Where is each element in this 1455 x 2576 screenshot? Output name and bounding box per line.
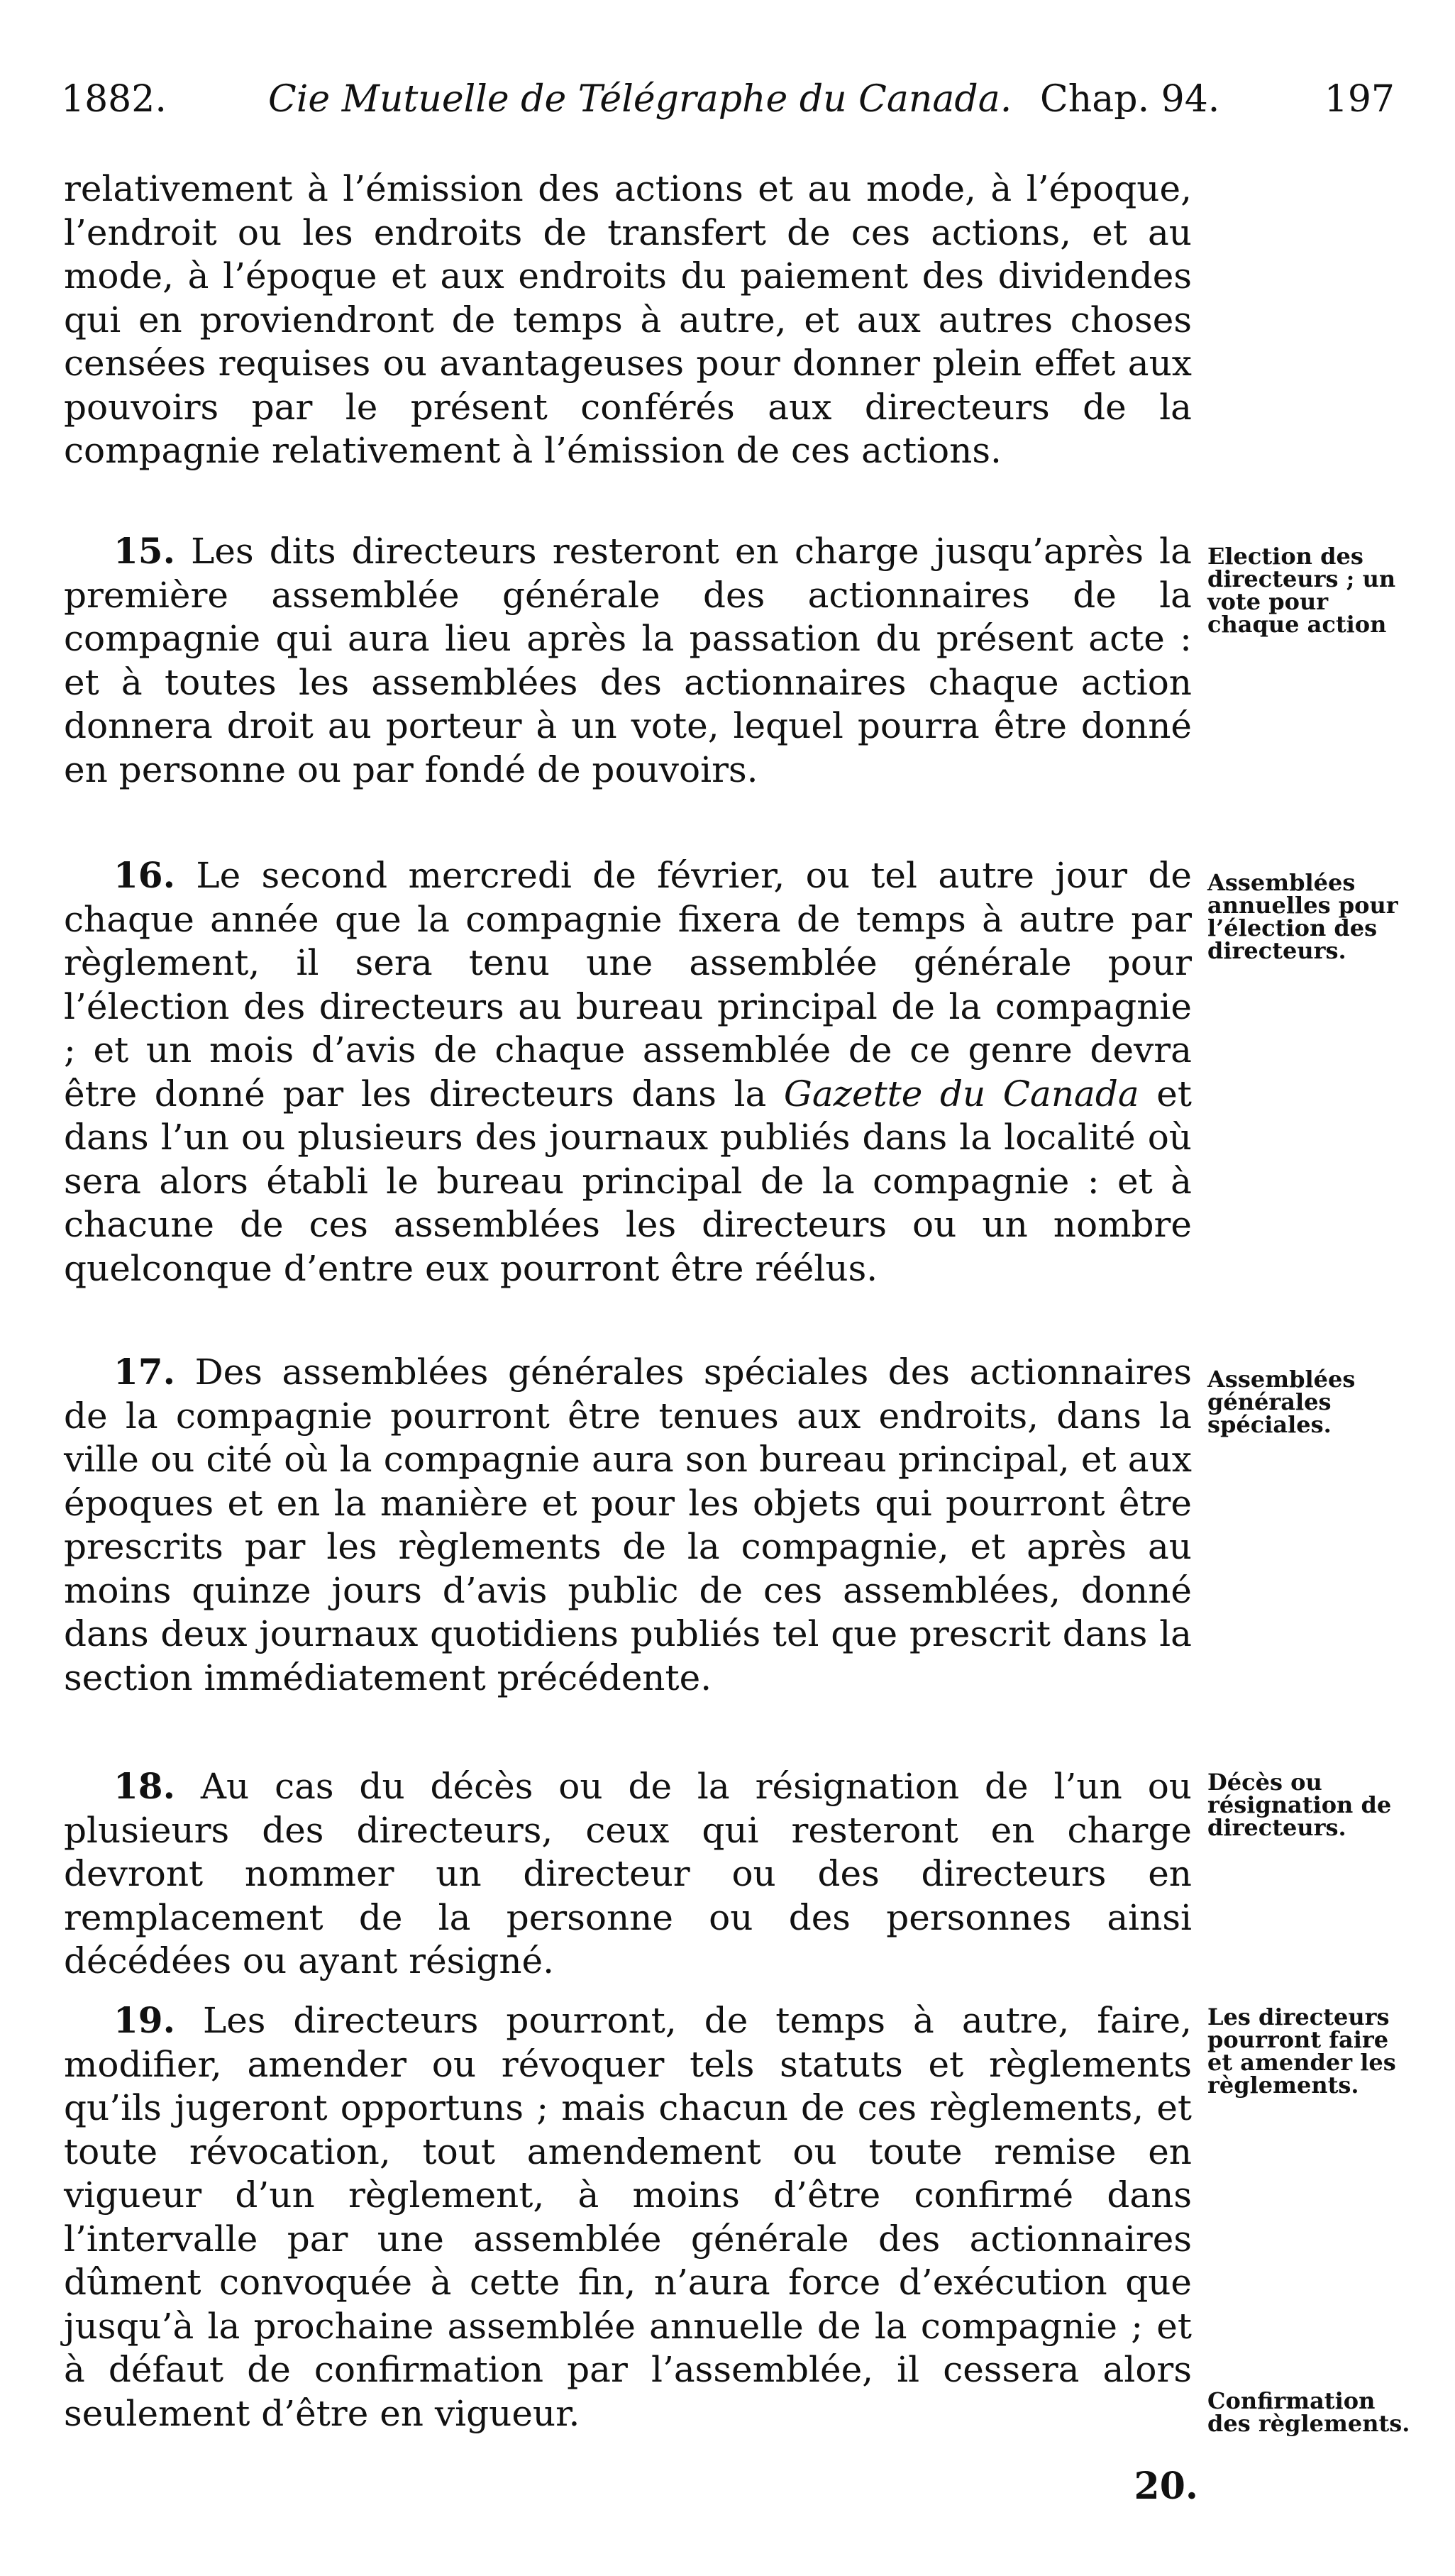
paragraph-continued xyxy=(64,167,1192,473)
header-title: Cie Mutuelle de Télégraphe du Canada. xyxy=(268,78,1012,121)
section-text: Les dits directeurs resteront en charge jusqu’après la première assemblée générale des actionnaires de la compagnie qui aura lieu après la passation du présent acte : et à toutes les assemblées des actionnaires chaque action donnera droit au porteur à un vote, lequel pourra être donné en personne ou par fondé de pouvoirs. xyxy=(64,531,1192,790)
section-number: 17. xyxy=(114,1351,175,1393)
catchword: 20. xyxy=(1134,2465,1198,2508)
section-text: Des assemblées générales spéciales des actionnaires de la compagnie pourront être tenues aux endroits, dans la ville ou cité où la compagnie aura son bureau principal, et aux époques et en la manière et pour les objets qui pourront être prescrits par les règlements de la compagnie, et après au moins quinze jours d’avis public de ces assemblées, donné dans deux journaux quotidiens publiés tel que prescrit dans la section immédiatement précédente. xyxy=(64,1351,1192,1698)
margin-note-19-confirmation: Confirmation des règlements. xyxy=(1207,2387,1410,2437)
section-18 xyxy=(64,1764,1192,1984)
section-15 xyxy=(64,529,1192,792)
margin-note-15: Election des directeurs ; un vote pour chaque action xyxy=(1207,543,1396,638)
section-number: 19. xyxy=(114,1999,175,2041)
margin-note-17: Assemblées générales spéciales. xyxy=(1207,1366,1356,1438)
running-header xyxy=(61,71,1395,128)
margin-note-18: Décès ou résignation de directeurs. xyxy=(1207,1769,1392,1841)
header-year: 1882. xyxy=(61,78,167,121)
section-text: Au cas du décès ou de la résignation de l’un ou plusieurs des directeurs, ceux qui resteront en charge devront nommer un directeur ou des directeurs en remplacement de la personne ou des personnes ainsi décédées ou ayant résigné. xyxy=(64,1766,1192,1981)
margin-note-19: Les directeurs pourront faire et amender les règlements. xyxy=(1207,2003,1396,2099)
section-text-before: Le second mercredi de février, ou tel autre jour de chaque année que la compagnie fixera de temps à autre par règlement, il sera tenu une assemblée générale pour l’élection des directeurs au bureau principal de la compagnie ; et un mois d’avis de chaque assemblée de ce genre devra être donné par les directeurs dans la xyxy=(64,855,1192,1115)
paragraph-text: relativement à l’émission des actions et au mode, à l’époque, l’endroit ou les endroits de transfert de ces actions, et au mode, à l’époque et aux endroits du paiement des dividendes qui en proviendront de temps à autre, et aux autres choses censées requises ou avantageuses pour donner plein effet aux pouvoirs par le présent conférés aux directeurs de la compagnie relativement à l’émission de ces actions. xyxy=(64,168,1192,471)
section-17 xyxy=(64,1350,1192,1700)
section-text-after: et dans l’un ou plusieurs des journaux publiés dans la localité où sera alors établi le bureau principal de la compagnie : et à chacune de ces assemblées les directeurs ou un nombre quelconque d’entre eux pourront être réélus. xyxy=(64,1073,1192,1289)
margin-note-16: Assemblées annuelles pour l’élection des directeurs. xyxy=(1207,869,1398,964)
section-19 xyxy=(64,1999,1192,2436)
section-number: 18. xyxy=(114,1765,175,1807)
section-16 xyxy=(64,853,1192,1290)
gazette-title: Gazette du Canada xyxy=(783,1073,1139,1115)
page-number: 197 xyxy=(1324,78,1395,121)
section-text: Les directeurs pourront, de temps à autre, faire, modifier, amender ou révoquer tels statuts et règlements qu’ils jugeront opportuns ; mais chacun de ces règlements, et toute révocation, tout amendement ou toute remise en vigueur d’un règlement, à moins d’être confirmé dans l’intervalle par une assemblée générale des actionnaires dûment convoquée à cette fin, n’aura force d’exécution que jusqu’à la prochaine assemblée annuelle de la compagnie ; et à défaut de confirmation par l’assemblée, il cessera alors seulement d’être en vigueur. xyxy=(64,2000,1192,2434)
header-chapter: Chap. 94. xyxy=(1040,78,1220,121)
section-number: 15. xyxy=(114,530,175,572)
section-number: 16. xyxy=(114,854,175,896)
